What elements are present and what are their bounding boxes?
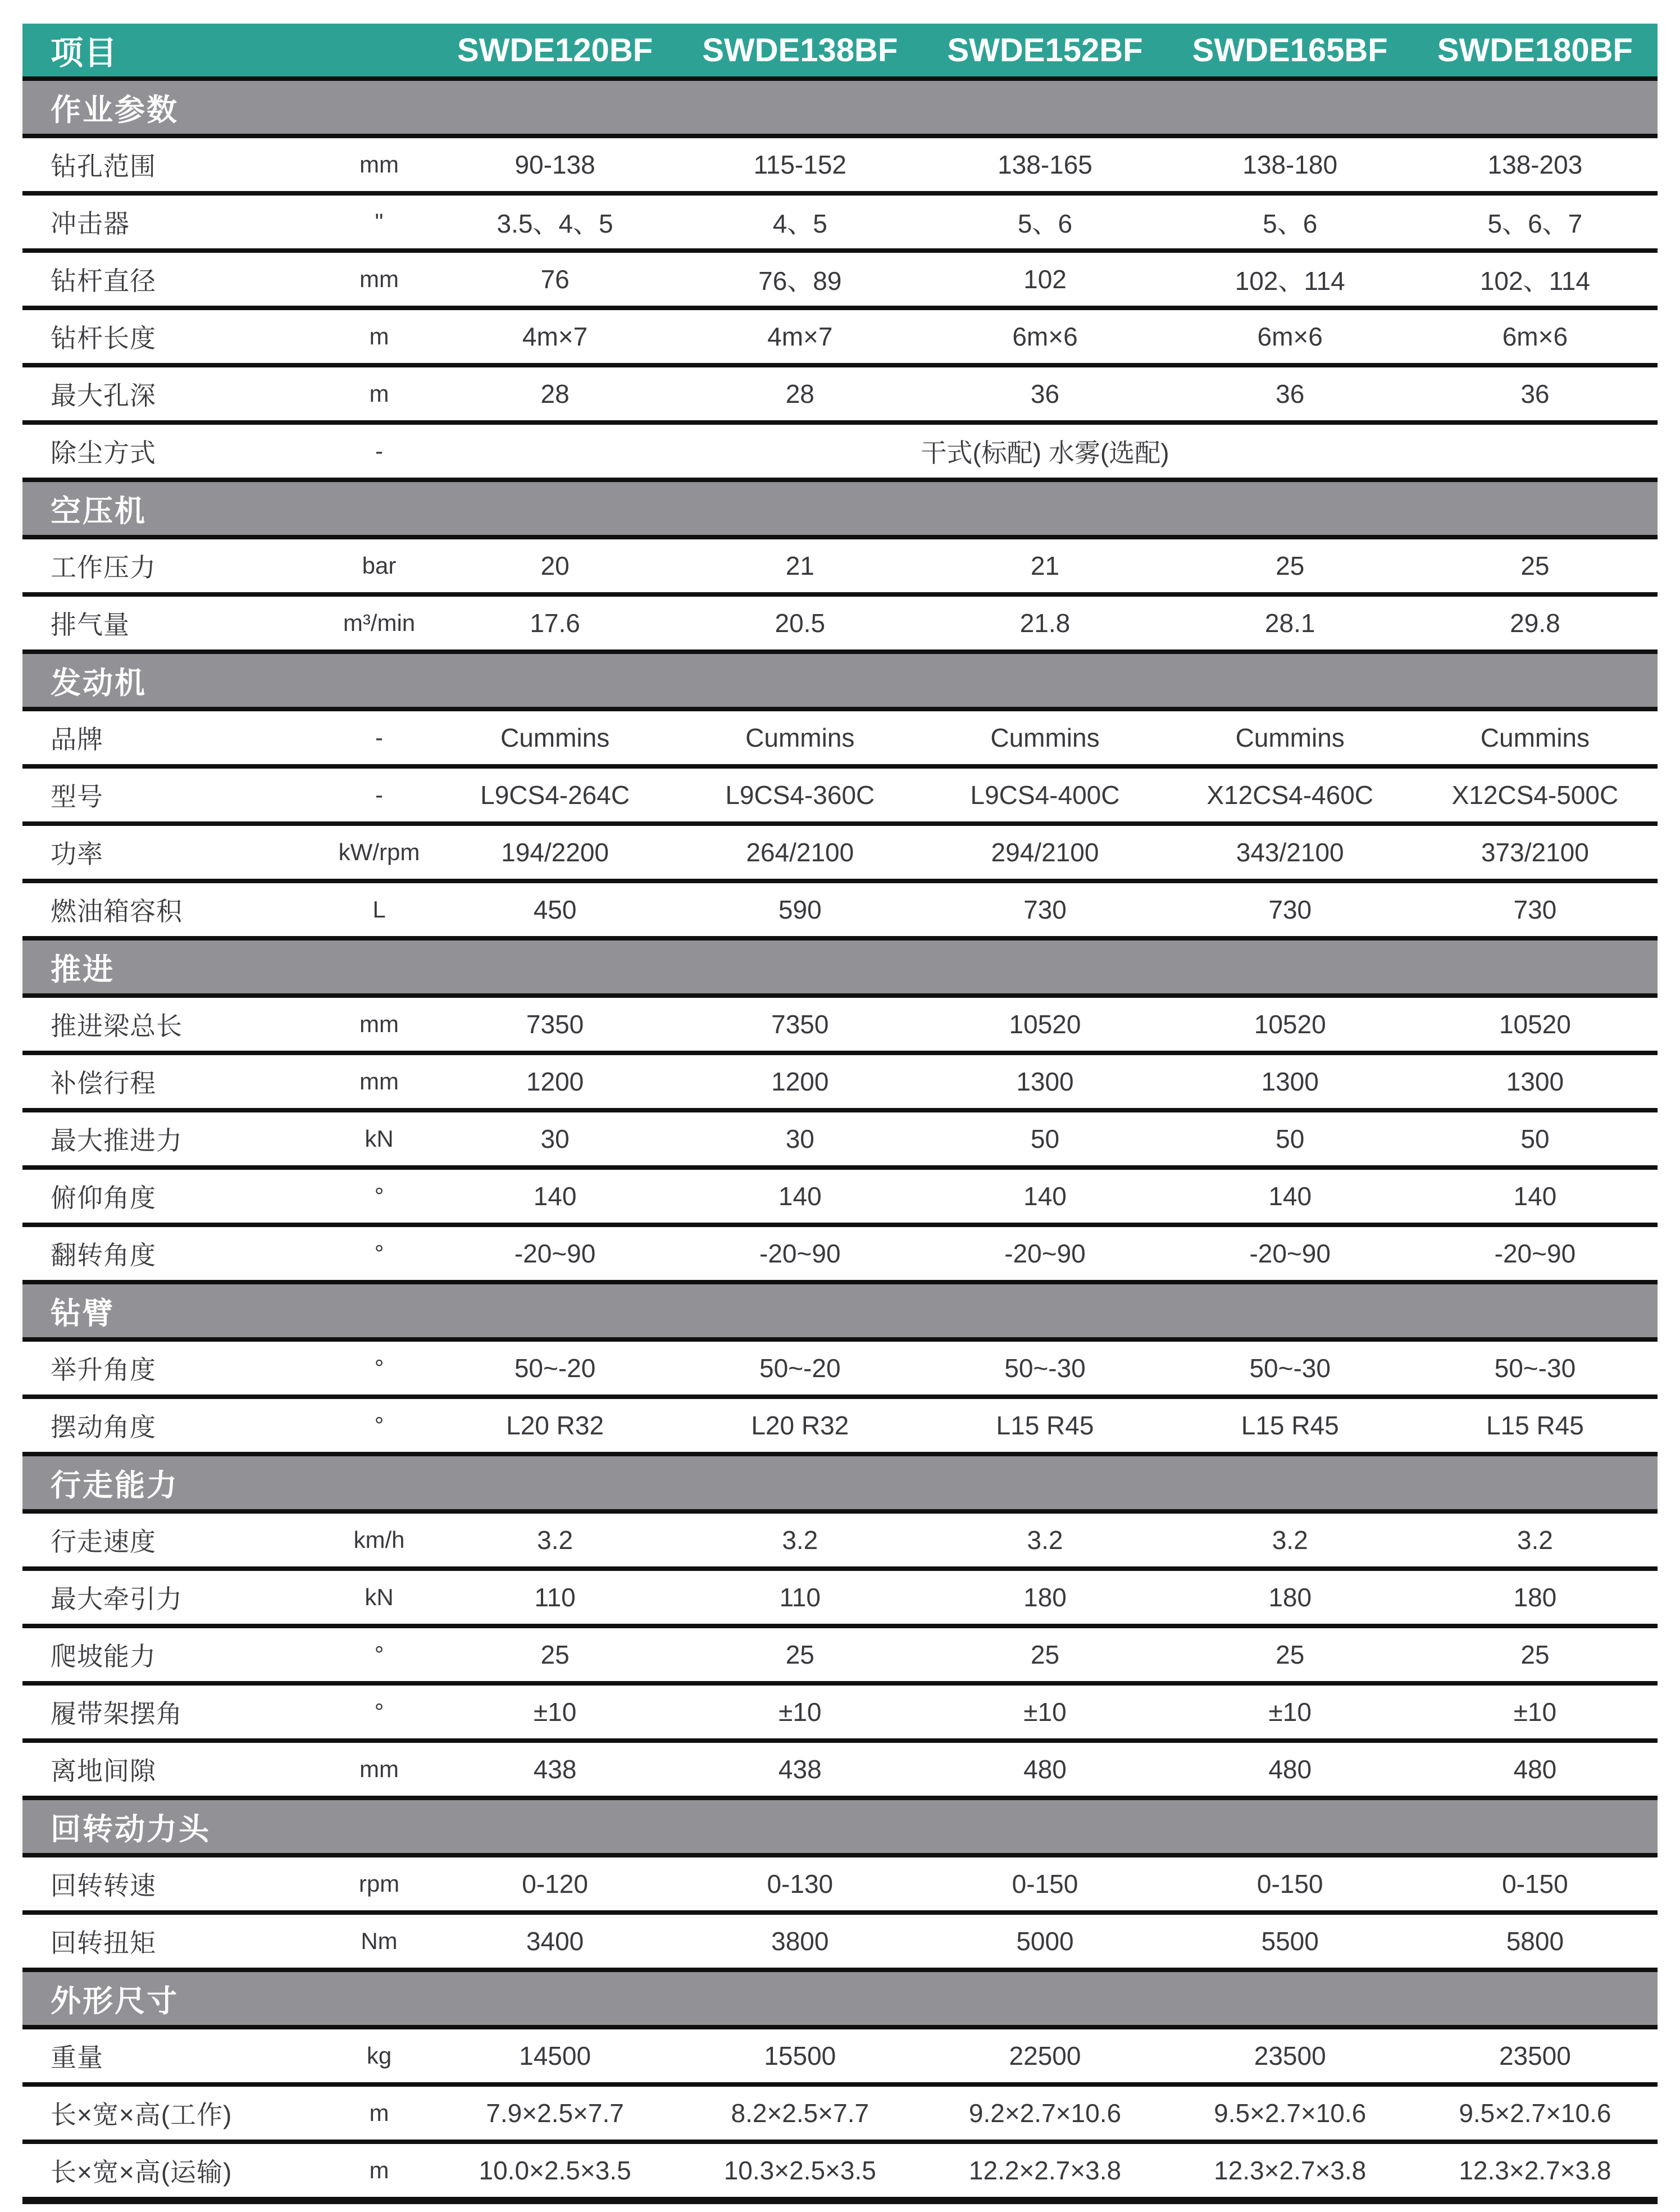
row-value: 730 [1023,895,1067,924]
row-label: 除尘方式 [51,438,156,467]
row-value: 5500 [1261,1927,1319,1956]
separator-bar [22,1108,1658,1112]
row-value: 20 [540,551,570,580]
row-value: 76 [540,265,570,294]
row-value: 10.0×2.5×3.5 [479,2156,631,2185]
separator-bar [22,2082,1658,2087]
spec-row [22,539,1658,592]
row-value: Cummins [1235,723,1345,752]
row-value: 373/2100 [1481,838,1589,867]
separator-bar [22,1337,1658,1342]
row-value: 25 [1030,1640,1060,1669]
row-unit: ° [374,1412,384,1438]
row-label: 离地间隙 [51,1756,156,1786]
row-value: 180 [1268,1583,1312,1612]
row-value: 14500 [519,2041,591,2070]
separator-bar [22,1223,1658,1227]
row-unit: m [369,2157,389,2183]
separator-bar [22,1910,1658,1915]
row-unit: mm [359,1756,399,1782]
row-value: 1300 [1506,1067,1564,1096]
row-label: 燃油箱容积 [51,897,183,926]
row-unit: kW/rpm [338,839,420,865]
row-value: 180 [1023,1583,1067,1612]
separator-bar [22,1738,1658,1743]
spec-row [22,425,1658,478]
row-value: 3.2 [1027,1525,1063,1555]
section-band-2 [22,654,1658,707]
row-value: 102、114 [1479,266,1590,296]
row-label: 最大牵引力 [51,1584,183,1614]
spec-row [22,1112,1658,1165]
row-value: 8.2×2.5×7.7 [731,2099,869,2128]
separator-bar [22,707,1658,711]
row-value: 4、5 [772,209,827,238]
section-title-5: 行走能力 [51,1468,179,1502]
row-value: -20~90 [759,1239,841,1268]
row-value: 110 [534,1583,576,1612]
row-label: 长×宽×高(工作) [51,2100,233,2129]
section-title-4: 钻臂 [51,1296,115,1330]
row-value: 28.1 [1264,608,1315,638]
row-value: 10520 [1254,1010,1326,1039]
spec-row [22,711,1658,764]
separator-bar [22,764,1658,769]
row-label: 冲击器 [51,209,130,238]
spec-row [22,2087,1658,2140]
spec-row [22,1055,1658,1108]
spec-row [22,367,1658,420]
separator-bar [22,1051,1658,1055]
row-value: L20 R32 [751,1411,849,1440]
separator-bar [22,1509,1658,1514]
row-value: 22500 [1009,2041,1081,2070]
section-title-2: 发动机 [51,666,147,700]
row-value: 7.9×2.5×7.7 [486,2099,624,2128]
row-label: 品牌 [51,725,103,754]
section-band-6 [22,1800,1658,1853]
separator-bar [22,535,1658,539]
spec-row [22,1514,1658,1566]
row-value: Cummins [500,723,610,752]
row-label: 行走速度 [51,1527,156,1556]
separator-bar [22,2025,1658,2029]
row-value: 30 [540,1124,570,1153]
spec-row [22,597,1658,649]
header-model-4: SWDE180BF [1437,31,1633,69]
section-title-6: 回转动力头 [51,1812,211,1846]
row-value: 343/2100 [1236,838,1344,867]
separator-bar [22,879,1658,883]
section-band-0 [22,81,1658,134]
separator-bar [22,592,1658,597]
row-unit: L [372,896,386,923]
row-value: Cummins [1480,723,1590,752]
section-band-4 [22,1284,1658,1337]
row-unit: mm [359,1068,399,1094]
row-value: 50~-20 [514,1353,596,1383]
spec-row [22,1399,1658,1452]
row-label: 钻杆直径 [51,266,156,296]
row-value: 3.2 [1517,1525,1553,1555]
row-unit: ° [374,1355,384,1381]
spec-row [22,253,1658,306]
spec-row [22,2029,1658,2082]
row-value: 5、6 [1263,209,1318,238]
row-value: ±10 [778,1697,822,1727]
spec-row [22,1628,1658,1681]
row-value: 1200 [771,1067,829,1096]
row-value: 140 [778,1182,822,1211]
row-value: 480 [1513,1755,1557,1784]
row-value: 7350 [526,1010,584,1039]
row-value: 15500 [764,2041,836,2070]
row-unit: m³/min [343,610,416,636]
row-unit: Nm [361,1928,398,1954]
separator-bar [22,420,1658,425]
row-value: 140 [1513,1182,1557,1211]
row-value: -20~90 [1004,1239,1086,1268]
separator-bar [22,1566,1658,1571]
row-label: 钻杆长度 [51,324,156,353]
row-label: 排气量 [51,610,130,639]
row-unit: ° [374,1641,384,1668]
row-value: 138-180 [1242,150,1338,179]
separator-bar [22,2140,1658,2144]
row-value: 3800 [771,1927,829,1956]
row-value: 21 [1030,551,1060,580]
separator-bar [22,993,1658,998]
spec-row [22,1915,1658,1968]
row-value: ±10 [1513,1697,1557,1727]
row-value: 6m×6 [1257,322,1323,351]
row-value: 25 [1276,1640,1305,1669]
header-model-1: SWDE138BF [702,31,898,69]
row-value: 3.5、4、5 [497,209,613,238]
row-label: 钻孔范围 [51,152,156,181]
row-unit: mm [359,151,399,178]
row-value: Cummins [990,723,1100,752]
separator-bar [22,936,1658,941]
row-label: 长×宽×高(运输) [51,2158,233,2187]
row-unit: mm [359,266,399,292]
header-model-0: SWDE120BF [457,31,653,69]
row-value: 438 [778,1755,822,1784]
row-value: 480 [1268,1755,1312,1784]
row-value: 30 [785,1124,814,1153]
row-unit: - [375,438,383,464]
row-value: 50~-30 [1494,1353,1576,1383]
row-label: 履带架摆角 [51,1699,183,1728]
separator-bar [22,1624,1658,1628]
spec-row [22,1342,1658,1395]
section-band-5 [22,1456,1658,1509]
row-value: 23500 [1254,2041,1326,2070]
header-model-3: SWDE165BF [1192,31,1388,69]
row-value: 9.5×2.7×10.6 [1459,2099,1611,2128]
spec-row [22,138,1658,191]
separator-bar [22,1280,1658,1284]
row-value: 194/2200 [501,838,609,867]
section-title-3: 推进 [51,952,115,987]
row-label: 工作压力 [51,553,156,582]
row-value: 5、6 [1017,209,1073,238]
row-label: 翻转角度 [51,1241,156,1270]
row-value: X12CS4-500C [1451,780,1619,810]
row-unit: ° [374,1240,384,1266]
spec-row [22,1743,1658,1796]
row-value: 1200 [526,1067,584,1096]
row-value: 36 [1030,379,1060,408]
row-value: 450 [533,895,577,924]
row-value: 6m×6 [1012,322,1078,351]
row-unit: " [375,208,384,235]
row-label: 最大推进力 [51,1126,183,1155]
section-band-3 [22,941,1658,993]
spec-row [22,1571,1658,1624]
row-value: 1300 [1016,1067,1074,1096]
row-value: 17.6 [530,608,580,638]
row-value: 438 [533,1755,577,1784]
row-value: 110 [779,1583,821,1612]
row-value: 50 [1030,1124,1060,1153]
row-value: 25 [1276,551,1305,580]
row-unit: mm [359,1011,399,1037]
row-value: ±10 [533,1697,577,1727]
row-value: L9CS4-400C [970,780,1120,810]
row-value: 21 [785,551,814,580]
separator-bar [22,248,1658,253]
row-value: 29.8 [1510,608,1560,638]
row-value: 90-138 [515,150,595,179]
row-value: 4m×7 [767,322,833,351]
row-label: 回转扭矩 [51,1928,156,1957]
row-value: 76、89 [758,266,842,296]
row-value: 294/2100 [991,838,1099,867]
row-value: 10520 [1499,1010,1571,1039]
separator-bar [22,478,1658,482]
row-value: 0-150 [1502,1869,1568,1898]
bottom-bar [22,2197,1658,2204]
row-label: 功率 [51,839,103,869]
row-value: 180 [1513,1583,1557,1612]
row-unit: ° [374,1183,384,1209]
row-label: 举升角度 [51,1355,156,1384]
row-value: 0-150 [1012,1869,1078,1898]
row-unit: ° [374,1698,384,1725]
row-value: L9CS4-360C [725,780,875,810]
row-value: 3.2 [537,1525,573,1555]
row-label: 最大孔深 [51,381,156,410]
spec-row [22,1227,1658,1280]
row-value: L15 R45 [1486,1411,1584,1440]
row-label: 型号 [51,782,103,811]
spec-table-body [22,76,1658,2204]
row-value: 0-150 [1256,1869,1323,1898]
row-value: 730 [1513,895,1557,924]
row-value: 28 [785,379,814,408]
spec-row [22,883,1658,936]
row-value: 28 [540,379,570,408]
row-value: 21.8 [1019,608,1071,638]
row-value: 5、6、7 [1487,209,1583,238]
spec-row [22,1170,1658,1223]
row-value: -20~90 [514,1239,596,1268]
row-value: 50 [1520,1124,1550,1153]
row-value: 590 [778,895,822,924]
row-value: 264/2100 [746,838,854,867]
row-value: 140 [533,1182,577,1211]
row-value: 50 [1276,1124,1305,1153]
section-title-7: 外形尺寸 [51,1984,179,2018]
row-value: 138-203 [1487,150,1583,179]
separator-bar [22,76,1658,81]
row-value: 3.2 [782,1525,818,1555]
spec-row [22,2144,1658,2197]
row-value: 12.3×2.7×3.8 [1459,2156,1611,2185]
row-value: 9.5×2.7×10.6 [1214,2099,1367,2128]
header-item-label: 项目 [51,35,119,71]
row-value: 0-120 [522,1869,588,1898]
row-value: L15 R45 [996,1411,1094,1440]
row-value: 138-165 [998,150,1092,179]
row-value: 10520 [1009,1010,1081,1039]
row-value: -20~90 [1249,1239,1331,1268]
row-value: Cummins [745,723,855,752]
row-label: 俯仰角度 [51,1183,156,1212]
row-value: X12CS4-460C [1206,780,1373,810]
row-value: 12.2×2.7×3.8 [968,2156,1122,2185]
separator-bar [22,649,1658,654]
row-unit: m [369,2100,389,2126]
row-label: 补偿行程 [51,1069,156,1098]
row-value: 36 [1520,379,1550,408]
row-label: 回转转速 [51,1871,156,1900]
row-unit: km/h [353,1527,405,1553]
row-unit: m [369,323,389,349]
row-unit: kN [365,1125,394,1152]
row-value: 4m×7 [522,322,588,351]
row-value: 20.5 [775,608,826,638]
row-value: 0-130 [767,1869,834,1898]
header-model-2: SWDE152BF [947,31,1143,69]
row-value: 25 [540,1640,570,1669]
row-value: 3.2 [1272,1525,1308,1555]
separator-bar [22,134,1658,138]
row-label: 重量 [51,2043,103,2072]
separator-bar [22,1796,1658,1800]
spec-row [22,998,1658,1051]
separator-bar [22,1452,1658,1456]
separator-bar [22,191,1658,196]
table-header-row [22,24,1658,76]
separator-bar [22,306,1658,310]
separator-bar [22,1165,1658,1170]
row-unit: kg [366,2042,392,2069]
row-value: 140 [1268,1182,1312,1211]
spec-row [22,826,1658,879]
spec-row [22,1857,1658,1910]
row-value: ±10 [1023,1697,1067,1727]
row-value: ±10 [1268,1697,1312,1727]
row-value: 3400 [526,1927,584,1956]
row-value: 12.3×2.7×3.8 [1214,2156,1367,2185]
row-value: 25 [785,1640,814,1669]
row-value: 5800 [1506,1927,1564,1956]
section-band-1 [22,482,1658,535]
row-unit: bar [362,552,397,579]
row-unit: m [369,380,389,407]
row-value: 25 [1520,551,1550,580]
row-value: L9CS4-264C [480,780,630,810]
row-value: 102、114 [1235,266,1345,296]
row-value: 140 [1023,1182,1067,1211]
row-value: L15 R45 [1241,1411,1339,1440]
spec-row [22,1686,1658,1738]
row-unit: kN [365,1584,394,1610]
row-value: 23500 [1499,2041,1571,2070]
separator-bar [22,821,1658,826]
row-value: 730 [1268,895,1312,924]
separator-bar [22,1853,1658,1857]
row-value: -20~90 [1494,1239,1576,1268]
row-label: 推进梁总长 [51,1011,183,1041]
row-value: 10.3×2.5×3.5 [723,2156,876,2185]
spec-row [22,769,1658,821]
section-title-1: 空压机 [51,494,147,528]
section-band-7 [22,1972,1658,2025]
row-value: 5000 [1016,1927,1074,1956]
row-unit: - [375,782,383,808]
row-value: 480 [1023,1755,1067,1784]
row-span-value: 干式(标配) 水雾(选配) [921,438,1169,467]
row-value: 102 [1023,265,1067,294]
row-value: 50~-20 [759,1353,841,1383]
spec-row [22,310,1658,363]
row-label: 摆动角度 [51,1412,156,1442]
separator-bar [22,1681,1658,1686]
row-value: 50~-30 [1249,1353,1331,1383]
row-value: 25 [1520,1640,1550,1669]
row-value: 50~-30 [1004,1353,1086,1383]
row-value: 1300 [1261,1067,1319,1096]
separator-bar [22,1395,1658,1399]
row-label: 爬坡能力 [51,1642,156,1671]
row-value: 115-152 [753,150,846,179]
row-value: 7350 [771,1010,829,1039]
row-value: 9.2×2.7×10.6 [968,2099,1122,2128]
row-value: 6m×6 [1502,322,1568,351]
spec-row [22,196,1658,248]
row-unit: - [375,724,383,751]
section-title-0: 作业参数 [51,93,179,127]
row-unit: rpm [358,1870,400,1897]
separator-bar [22,363,1658,367]
row-value: 36 [1276,379,1305,408]
separator-bar [22,1968,1658,1972]
row-value: L20 R32 [506,1411,604,1440]
